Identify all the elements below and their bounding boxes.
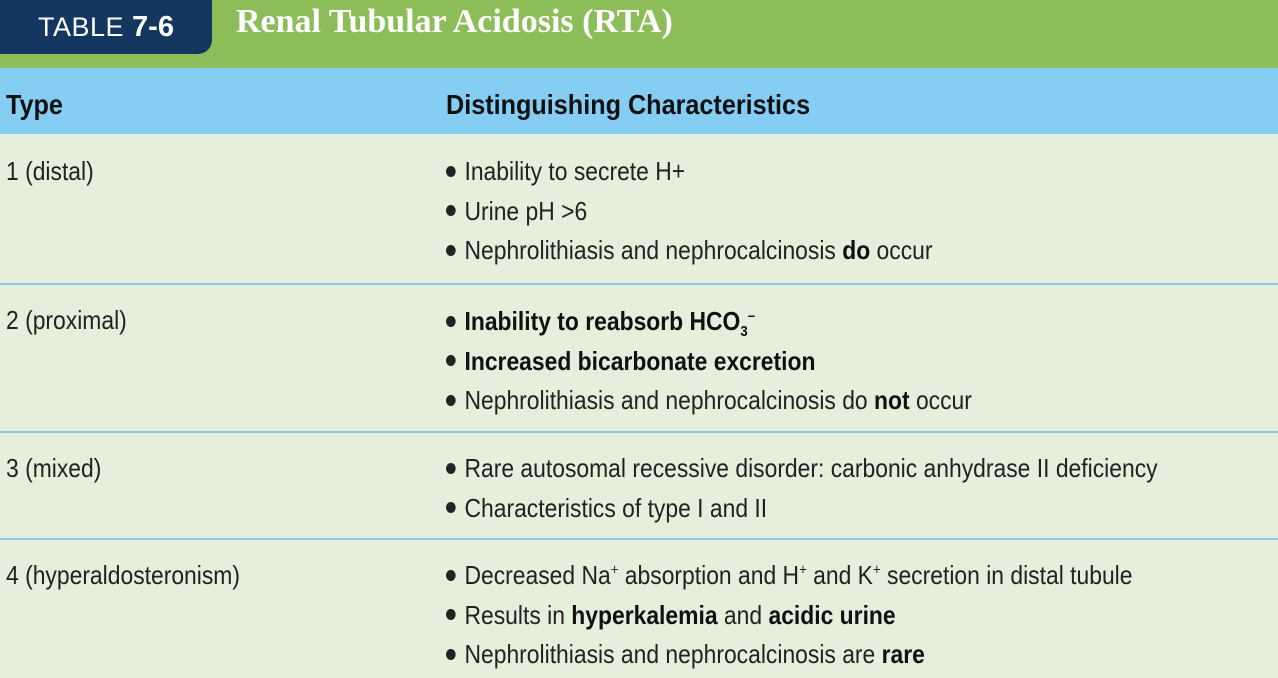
list-item (446, 381, 972, 421)
bullet-list (446, 152, 999, 271)
bullet-emphasis: acidic urine (768, 599, 896, 630)
subscript: 3 (740, 323, 748, 341)
list-item (446, 596, 1132, 636)
bullet-text: absorption and H (618, 560, 800, 590)
list-item (446, 635, 1132, 675)
bullet-emphasis: Increased bicarbonate excretion (464, 345, 816, 376)
bullet-text: secretion in distal tubule (880, 560, 1133, 590)
bullet-list (446, 449, 1255, 528)
bullet-icon (446, 649, 456, 660)
table-row (0, 540, 1278, 678)
bullet-icon (446, 570, 456, 581)
list-item (446, 302, 972, 342)
row-type: 1 (distal) (6, 156, 94, 186)
bullet-text: Nephrolithiasis and nephrocalcinosis are (464, 639, 882, 669)
bullet-icon (446, 245, 456, 256)
bullet-text: Decreased Na (464, 560, 611, 590)
bullet-icon (446, 166, 456, 177)
bullet-emphasis: do (842, 235, 871, 265)
bullet-emphasis: rare (881, 639, 925, 669)
superscript: + (799, 561, 807, 579)
table-label (0, 0, 212, 54)
bullet-text: Nephrolithiasis and nephrocalcinosis (464, 235, 843, 265)
list-item (446, 231, 932, 271)
row-type: 2 (proximal) (6, 305, 127, 335)
table-header-row (0, 68, 1278, 134)
bullet-list (446, 556, 1226, 675)
list-item (446, 192, 932, 232)
superscript: + (610, 561, 619, 579)
bullet-text: Nephrolithiasis and nephrocalcinosis do (464, 385, 875, 415)
list-item (446, 489, 1158, 529)
header-characteristics: Distinguishing Characteristics (446, 89, 811, 120)
bullet-text: Results in (464, 599, 572, 630)
list-item (446, 449, 1158, 489)
bullet-icon (446, 316, 456, 327)
bullet-emphasis: not (874, 385, 910, 415)
bullet-emphasis: Inability to reabsorb HCO (464, 306, 741, 336)
bullet-icon (446, 609, 456, 620)
table-label-number: 7-6 (132, 10, 174, 43)
table-title: Renal Tubular Acidosis (RTA) (236, 3, 673, 40)
table-row (0, 433, 1278, 538)
list-item (446, 342, 972, 382)
bullet-text: Characteristics of type I and II (464, 492, 768, 523)
header-type: Type (6, 89, 63, 120)
superscript: + (872, 561, 881, 579)
bullet-list (446, 302, 1044, 421)
superscript: – (747, 307, 756, 325)
bullet-icon (446, 502, 456, 513)
bullet-icon (446, 395, 456, 406)
bullet-icon (446, 463, 456, 474)
bullet-text: occur (870, 235, 933, 265)
bullet-text: and K (806, 560, 873, 590)
list-item (446, 556, 1132, 596)
table-row (0, 134, 1278, 283)
row-type: 4 (hyperaldosteronism) (6, 560, 240, 590)
table-row (0, 285, 1278, 431)
bullet-icon (446, 205, 456, 216)
bullet-icon (446, 355, 456, 366)
bullet-text: Urine pH >6 (464, 195, 588, 226)
bullet-text: Inability to secrete H+ (464, 156, 686, 186)
bullet-text: occur (909, 385, 972, 415)
bullet-text: and (717, 599, 769, 630)
row-type: 3 (mixed) (6, 453, 102, 483)
table-label-prefix: TABLE (38, 11, 125, 42)
bullet-emphasis: hyperkalemia (571, 599, 718, 630)
bullet-text: Rare autosomal recessive disorder: carbonic anhydrase II deficiency (464, 453, 1158, 483)
list-item (446, 152, 932, 192)
